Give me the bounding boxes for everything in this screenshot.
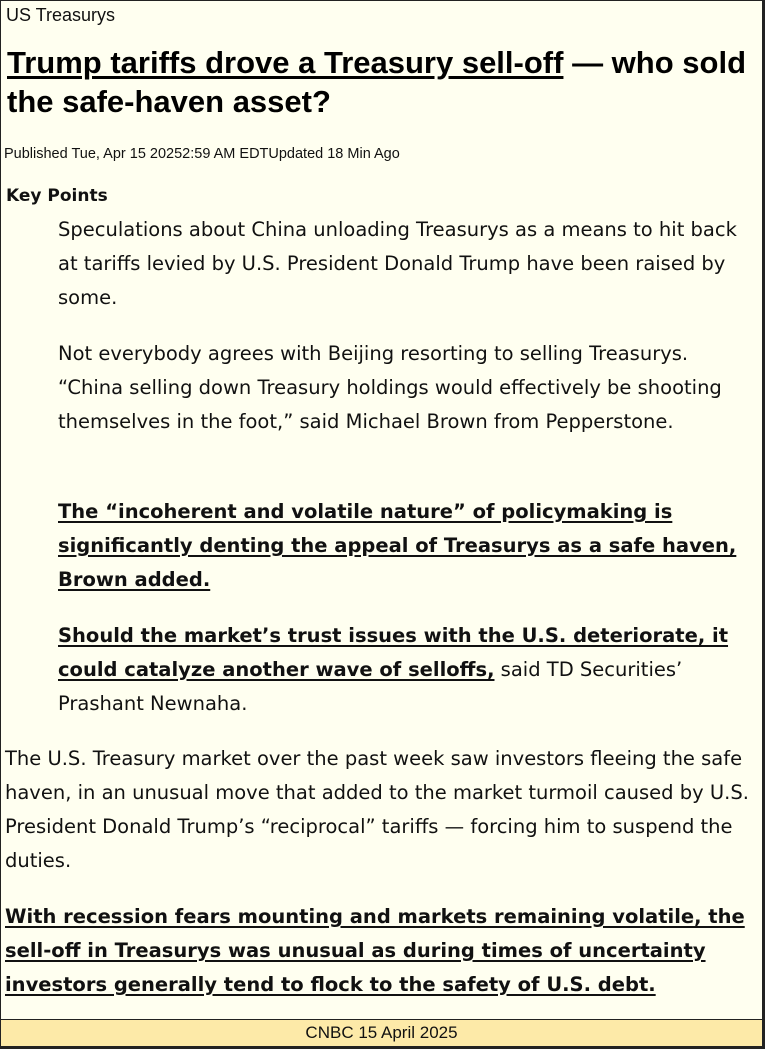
- source-footer: CNBC 15 April 2025: [1, 1019, 762, 1046]
- section-label[interactable]: US Treasurys: [6, 5, 116, 25]
- key-point-4-rest: said TD Securities’ Prashant Newnaha.: [58, 658, 683, 715]
- key-point-4: [58, 619, 748, 721]
- headline: [7, 43, 747, 121]
- key-points-title: Key Points: [6, 186, 108, 206]
- body-paragraph-2[interactable]: With recession fears mounting and markets remaining volatile, the sell-off in Treasurys was unusual as during times of uncertainty investors generally tend to flock to the safety of U.S. debt.: [5, 905, 745, 996]
- body-paragraph-1: The U.S. Treasury market over the past week saw investors fleeing the safe haven, in an unusual move that added to the market turmoil caused by U.S. President Donald Trump’s “reciprocal” tariffs — forcing him to suspend the duties.: [5, 747, 749, 872]
- key-point-4-link[interactable]: Should the market’s trust issues with the U.S. deteriorate, it could catalyze another wave of selloffs,: [58, 624, 729, 681]
- key-point-3[interactable]: The “incoherent and volatile nature” of policymaking is significantly denting the appeal of Treasurys as a safe haven, Brown added.: [58, 500, 737, 591]
- publish-meta: Published Tue, Apr 15 20252:59 AM EDTUpdated 18 Min Ago: [4, 146, 400, 162]
- key-point-1: Speculations about China unloading Treasurys as a means to hit back at tariffs levied by U.S. President Donald Trump have been raised by some.: [58, 218, 737, 309]
- headline-link[interactable]: Trump tariffs drove a Treasury sell-off: [7, 45, 564, 80]
- key-point-2: Not everybody agrees with Beijing resorting to selling Treasurys. “China selling down Treasury holdings would effectively be shooting themselves in the foot,” said Michael Brown from Pepperstone.: [58, 342, 722, 433]
- headline-rest: — who sold the safe-haven asset?: [7, 45, 747, 119]
